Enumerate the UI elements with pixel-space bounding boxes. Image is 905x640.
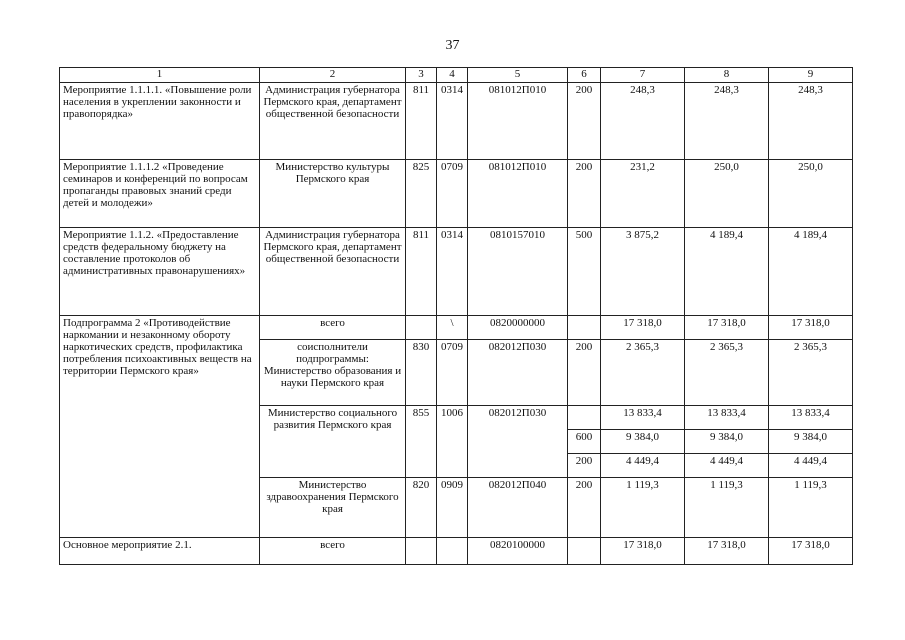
column-header: 9: [769, 68, 853, 83]
year-3-value: 250,0: [769, 160, 853, 228]
year-1-value: 231,2: [601, 160, 685, 228]
target-code: 082012П030: [468, 340, 568, 406]
year-2-value: 13 833,4: [685, 406, 769, 430]
year-1-value: 17 318,0: [601, 538, 685, 565]
year-1-value: 2 365,3: [601, 340, 685, 406]
target-code: 081012П010: [468, 83, 568, 160]
expense-type: 500: [568, 228, 601, 316]
year-2-value: 17 318,0: [685, 316, 769, 340]
target-code: 0820000000: [468, 316, 568, 340]
year-1-value: 13 833,4: [601, 406, 685, 430]
table-row: [60, 83, 853, 160]
section-code: [437, 538, 468, 565]
year-1-value: 248,3: [601, 83, 685, 160]
year-2-value: 250,0: [685, 160, 769, 228]
page-number: 37: [445, 38, 460, 53]
target-code: 0820100000: [468, 538, 568, 565]
year-3-value: 4 189,4: [769, 228, 853, 316]
year-3-value: 13 833,4: [769, 406, 853, 430]
year-2-value: 4 189,4: [685, 228, 769, 316]
expense-type: 200: [568, 454, 601, 478]
expense-type: [568, 316, 601, 340]
event-name: Мероприятие 1.1.1.2 «Проведение семинаров и конференций по вопросам пропаганды правовых знаний среди детей и молодежи»: [60, 160, 260, 228]
section-code: 0314: [437, 83, 468, 160]
year-3-value: 9 384,0: [769, 430, 853, 454]
column-header: 8: [685, 68, 769, 83]
target-code: 081012П010: [468, 160, 568, 228]
grbs-code: [406, 316, 437, 340]
table-row: [60, 316, 853, 340]
expense-type: [568, 538, 601, 565]
year-1-value: 1 119,3: [601, 478, 685, 538]
year-3-value: 1 119,3: [769, 478, 853, 538]
year-1-value: 17 318,0: [601, 316, 685, 340]
executor: Администрация губернатора Пермского края, департамент общественной безопасности: [260, 228, 406, 316]
expense-type: [568, 406, 601, 430]
table-row: [60, 160, 853, 228]
header-row: [60, 68, 853, 83]
grbs-code: 830: [406, 340, 437, 406]
table-row: [60, 228, 853, 316]
grbs-code: 820: [406, 478, 437, 538]
executor: всего: [260, 538, 406, 565]
column-header: 3: [406, 68, 437, 83]
expense-type: 200: [568, 340, 601, 406]
year-2-value: 17 318,0: [685, 538, 769, 565]
column-header: 1: [60, 68, 260, 83]
event-name: Основное мероприятие 2.1.: [60, 538, 260, 565]
target-code: 082012П030: [468, 406, 568, 478]
section-code: \: [437, 316, 468, 340]
column-header: 5: [468, 68, 568, 83]
year-1-value: 9 384,0: [601, 430, 685, 454]
section-code: 0709: [437, 340, 468, 406]
executor: всего: [260, 316, 406, 340]
expense-type: 600: [568, 430, 601, 454]
column-header: 2: [260, 68, 406, 83]
executor: Министерство культуры Пермского края: [260, 160, 406, 228]
year-3-value: 17 318,0: [769, 538, 853, 565]
executor: Министерство здравоохранения Пермского края: [260, 478, 406, 538]
column-header: 7: [601, 68, 685, 83]
year-2-value: 248,3: [685, 83, 769, 160]
section-code: 0314: [437, 228, 468, 316]
grbs-code: [406, 538, 437, 565]
section-code: 0909: [437, 478, 468, 538]
target-code: 0810157010: [468, 228, 568, 316]
column-header: 6: [568, 68, 601, 83]
year-1-value: 4 449,4: [601, 454, 685, 478]
year-2-value: 1 119,3: [685, 478, 769, 538]
executor: соисполнители подпрограммы: Министерство образования и науки Пермского края: [260, 340, 406, 406]
year-3-value: 2 365,3: [769, 340, 853, 406]
column-header: 4: [437, 68, 468, 83]
target-code: 082012П040: [468, 478, 568, 538]
expense-type: 200: [568, 83, 601, 160]
grbs-code: 811: [406, 228, 437, 316]
executor: Администрация губернатора Пермского края, департамент общественной безопасности: [260, 83, 406, 160]
section-code: 1006: [437, 406, 468, 478]
grbs-code: 855: [406, 406, 437, 478]
year-3-value: 17 318,0: [769, 316, 853, 340]
event-name: Мероприятие 1.1.2. «Предоставление средств федеральному бюджету на составление протоколов об административных правонарушениях»: [60, 228, 260, 316]
event-name: Мероприятие 1.1.1.1. «Повышение роли населения в укреплении законности и правопорядка»: [60, 83, 260, 160]
executor: Министерство социального развития Пермского края: [260, 406, 406, 478]
year-2-value: 4 449,4: [685, 454, 769, 478]
table-row: [60, 538, 853, 565]
year-2-value: 2 365,3: [685, 340, 769, 406]
year-2-value: 9 384,0: [685, 430, 769, 454]
year-3-value: 4 449,4: [769, 454, 853, 478]
year-3-value: 248,3: [769, 83, 853, 160]
grbs-code: 811: [406, 83, 437, 160]
grbs-code: 825: [406, 160, 437, 228]
year-1-value: 3 875,2: [601, 228, 685, 316]
budget-table: [59, 67, 853, 565]
subprogram-name: Подпрограмма 2 «Противодействие наркомании и незаконному обороту наркотических средств, профилактика потребления психоактивных веществ на территории Пермского края»: [60, 316, 260, 538]
expense-type: 200: [568, 478, 601, 538]
section-code: 0709: [437, 160, 468, 228]
expense-type: 200: [568, 160, 601, 228]
